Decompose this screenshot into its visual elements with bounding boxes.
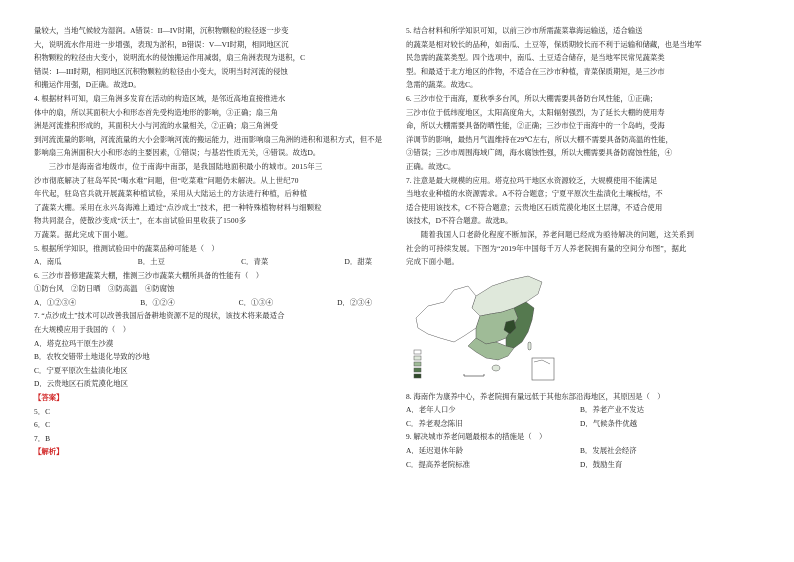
text-line: 万蔬菜。据此完成下面小题。 [34, 229, 133, 239]
reading-passage-sansha [34, 160, 382, 242]
option-list [406, 403, 754, 430]
answer-list [34, 405, 382, 446]
question-5 [34, 242, 382, 269]
question-stem: 8. 海南作为康养中心，养老院拥有量远低于其他东部沿海地区，其原因是（ ） [406, 391, 665, 401]
legend-swatch [414, 362, 421, 366]
text-line: 该技术，D不符合题意。故选B。 [406, 216, 513, 226]
inset-frame [532, 358, 554, 380]
option-a[interactable]: A．①②③④ [34, 297, 77, 307]
nursing-home-distribution-map [410, 272, 560, 384]
text-line: 年代起，驻岛官兵就开展蔬菜种植试验，采用从大陆运土的方法进行种植，后种植 [34, 189, 308, 199]
text-line: 积物颗粒的粒径由大变小，说明流水的侵蚀搬运作用减弱，扇三角洲表现为退积，C [34, 53, 305, 63]
scale-bar [464, 374, 484, 376]
text-line: 到河流流量的影响，河流流量的大小会影响河流的搬运能力，进而影响扇三角洲的进积和退积方式，但不是影响扇三角洲面积大小和形态的主要因素，①错误；与基岩性质无关，④错误。故选D。 [34, 134, 382, 158]
question-stem: 在大规模应用于我国的（ ） [34, 325, 131, 335]
text-line: 7. 注意是最大规模的应用。塔克拉玛干地区水资源较乏，大规模使用不能满足 [406, 175, 658, 185]
western-region [416, 286, 480, 342]
text-line: 洲是河流推积形成的，其面积大小与河流的水量相关，②正确；扇三角洲受 [34, 121, 278, 131]
text-line: 型。和最适于北方地区的作物，不适合在三沙市种植，青菜保质期短，是三沙市 [406, 66, 665, 76]
option-c[interactable]: C．①③④ [238, 297, 274, 307]
legend-swatch [414, 356, 421, 360]
option-c[interactable]: C．提高养老院标准 [406, 459, 471, 469]
question-8 [406, 390, 754, 431]
reading-passage-aging [406, 228, 754, 269]
option-c[interactable]: C．青菜 [241, 257, 269, 267]
answer-6-analysis [406, 92, 754, 174]
option-a[interactable]: A．南瓜 [34, 257, 62, 267]
south-china-sea-inset [532, 358, 554, 380]
text-line: 适合使用该技术，C不符合题意；云贵地区石质荒漠化地区土层薄，不适合使用 [406, 202, 663, 212]
right-column [406, 24, 754, 471]
left-column [34, 24, 382, 459]
text-line: 5. 结合材料和所学知识可知，以前三沙市所需蔬菜靠海运输送，适合输送 [406, 26, 643, 35]
text-line: 6. 三沙市位于南海，夏秋季多台风，所以大棚需要具备防台风性能，①正确； [406, 93, 658, 103]
text-line: 和搬运作用强，D正确。故选D。 [34, 80, 141, 90]
option-b[interactable]: B．发展社会经济 [580, 446, 637, 456]
option-c[interactable]: C．养老观念陈旧 [406, 418, 463, 428]
text-line: 洋调节的影响，最热月气温维持在29℃左右，所以大棚不需要具备防高温的性能， [406, 134, 673, 144]
option-d[interactable]: D．气候条件优越 [580, 418, 638, 428]
text-line: 民急需的蔬菜类型。四个选项中，南瓜、土豆适合储存，是当地军民常见蔬菜类 [406, 53, 665, 63]
analysis-tag: 【解析】 [34, 447, 64, 457]
text-line: 体中的扇，所以其面积大小和形态首先受构造地形的影响，③正确；扇三角 [34, 107, 278, 117]
option-list [406, 444, 754, 471]
answer-7: 7．B [34, 433, 51, 443]
text-line: 量较大，当地气候较为湿润。A错误：II—IV时期，沉积物颗粒的粒径逐一步变 [34, 26, 289, 35]
question-stem: 9. 解决城市养老问题最根本的措施是（ ） [406, 432, 547, 442]
option-b[interactable]: B．土豆 [137, 257, 165, 267]
option-d[interactable]: D．云贵地区石质荒漠化地区 [34, 379, 129, 389]
map-legend [414, 350, 421, 378]
text-line: 社会的可持续发展。下图为“2019年中国每千万人养老院拥有量的空间分布图”，据此 [406, 243, 687, 253]
previous-analysis [34, 24, 382, 92]
text-line: 了蔬菜大棚。采用在永兴岛海滩上通过“点沙成土”技术，把一种特殊植物材料与细颗粒 [34, 202, 322, 212]
question-4-analysis [34, 92, 382, 160]
text-line: 大，说明流水作用进一步增强，表现为淤积，B错误：V—VI时期，相同地区沉 [34, 39, 289, 49]
answer-7-analysis [406, 174, 754, 228]
option-c[interactable]: C．宁夏平原次生盐渍化地区 [34, 365, 128, 375]
question-stem: 7. “点沙成土”技术可以改善我国后备耕地资源不足的现状，该技术将来最适合 [34, 311, 285, 321]
option-a[interactable]: A．延迟退休年龄 [406, 446, 464, 456]
option-d[interactable]: D．鼓励生育 [580, 459, 623, 469]
text-line: 急需的蔬菜。故选C。 [406, 80, 478, 90]
question-9 [406, 430, 754, 471]
map-land [416, 276, 542, 371]
answer-5-analysis [406, 24, 754, 92]
text-line: 随着我国人口老龄化程度不断加深，养老问题已经成为亟待解决的问题，这关系到 [420, 229, 695, 239]
text-line: 沙市彻底解决了驻岛军民“喝水难”问题，但“吃菜难”问题仍未解决。从上世纪70 [34, 175, 299, 185]
text-line: 的蔬菜是相对较长的品种，如南瓜、土豆等，保质期较长而不利于运输和储藏，也是当地军 [406, 39, 702, 49]
answer-5: 5．C [34, 406, 51, 416]
legend-swatch [414, 350, 421, 354]
question-items: ①防台风 ②防日晒 ③防高温 ④防腐蚀 [34, 284, 175, 294]
text-line: 完成下面小题。 [406, 257, 460, 267]
question-6 [34, 269, 382, 310]
answer-tag: 【答案】 [34, 393, 64, 403]
legend-swatch [414, 374, 421, 378]
option-a[interactable]: A．老年人口少 [406, 405, 456, 415]
text-line: 4. 根据材料可知，扇三角洲多发育在活动的构造区域，是邻近高地直接推进水 [34, 93, 286, 103]
answer-6: 6．C [34, 420, 51, 430]
question-7 [34, 309, 382, 391]
question-stem: 6. 三沙市普修建蔬菜大棚，推测三沙市蔬菜大棚所具备的性能有（ ） [34, 270, 264, 280]
text-line: ③错误；三沙市周围海域广阔，海水腐蚀性强，所以大棚需要具备防腐蚀性能，④ [406, 148, 673, 158]
taiwan-island [528, 342, 531, 350]
text-line: 三沙市位于低纬度地区，太阳高度角大，太阳辐射强烈，为了延长大棚的使用寿 [406, 107, 665, 117]
option-b[interactable]: B．农牧交错带土地退化导致的沙地 [34, 352, 150, 362]
text-line: 当地农业种植的水资源需求。A不符合题意；宁夏平原次生盐渍化土壤板结，不 [406, 189, 663, 199]
text-line: 三沙市是海南省地级市，位于南海中南部，是我国陆地面积最小的城市。2015年三 [48, 161, 323, 171]
option-b[interactable]: B．养老产业不发达 [580, 405, 645, 415]
option-b[interactable]: B．①②④ [140, 297, 175, 307]
text-line: 物共同混合，使散沙变成“沃土”，在本亩试验田里收获了1500多 [34, 216, 247, 226]
hainan-island [492, 365, 500, 371]
text-line: 正确。故选C。 [406, 161, 456, 171]
text-line: 命，所以大棚需要具备防晒性能，②正确；三沙市位于南海中的一个岛屿，受海 [406, 121, 665, 131]
text-line: 错误：I—III时期，相同地区沉积物颗粒的粒径由小变大，说明当时河流的侵蚀 [34, 66, 288, 76]
option-list [34, 296, 382, 310]
option-list [34, 255, 382, 269]
option-d[interactable]: D．②③④ [337, 297, 372, 307]
option-d[interactable]: D．甜菜 [344, 257, 372, 267]
legend-swatch [414, 368, 421, 372]
question-stem: 5. 根据所学知识，推测试验田中的蔬菜品种可能是（ ） [34, 243, 219, 253]
option-a[interactable]: A．塔克拉玛干原生沙漠 [34, 338, 114, 348]
